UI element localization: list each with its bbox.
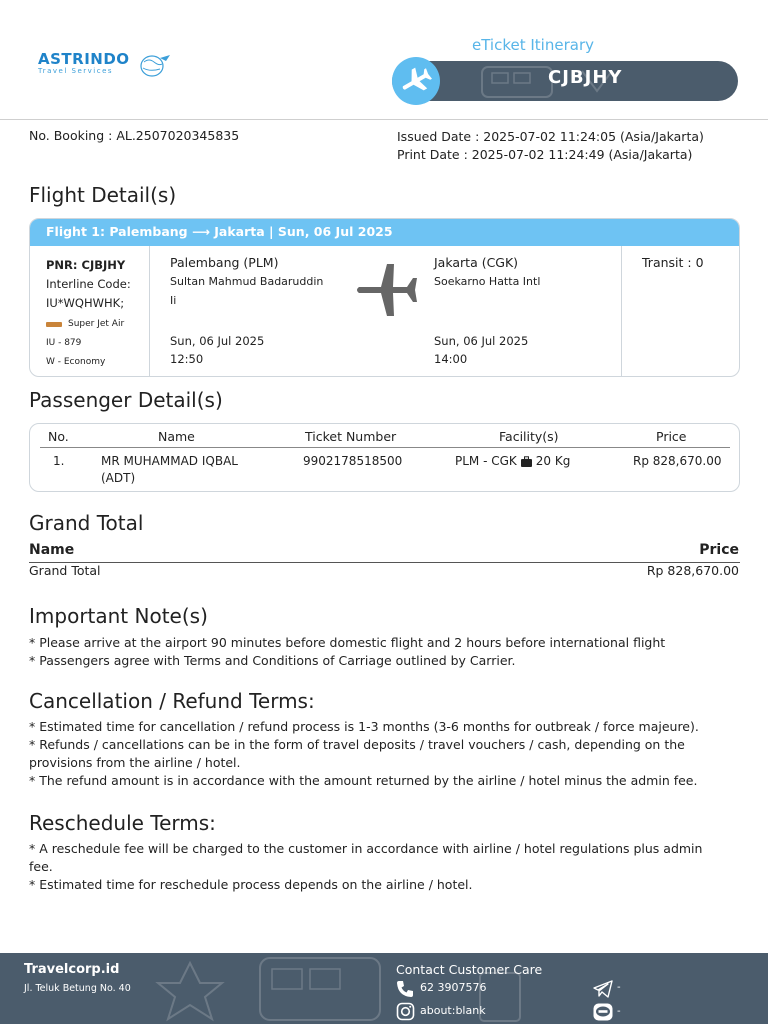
col-no: No.	[48, 429, 69, 444]
pax-name-line-1: MR MUHAMMAD IQBAL	[101, 454, 238, 468]
cancellation-title: Cancellation / Refund Terms:	[29, 689, 315, 713]
destination-city: Jakarta (CGK)	[434, 255, 519, 270]
origin-date: Sun, 06 Jul 2025	[170, 334, 265, 348]
document-title: eTicket Itinerary	[472, 36, 594, 54]
flight-card	[29, 218, 740, 377]
airline	[46, 315, 149, 334]
col-ticket: Ticket Number	[305, 429, 397, 444]
page-footer	[0, 953, 768, 1024]
plane-badge	[392, 57, 440, 105]
origin-time: 12:50	[170, 352, 204, 366]
reschedule-title: Reschedule Terms:	[29, 811, 216, 835]
line-value: -	[617, 1006, 621, 1017]
note-line: * Passengers agree with Terms and Conditions of Carriage outlined by Carrier.	[29, 653, 516, 668]
cancellation-line: * Estimated time for cancellation / refund process is 1-3 months (3-6 months for outbreak / force majeure).	[29, 719, 699, 734]
destination-date: Sun, 06 Jul 2025	[434, 334, 529, 348]
destination-datetime	[434, 332, 528, 368]
notes-title: Important Note(s)	[29, 604, 208, 628]
origin-city: Palembang (PLM)	[170, 255, 279, 270]
footer-address: Jl. Teluk Betung No. 40	[24, 983, 131, 994]
footer-brand: Travelcorp.id	[24, 962, 120, 977]
logo-name: ASTRINDO	[38, 50, 130, 68]
gt-col-price: Price	[699, 542, 739, 558]
origin-airport-line-2: Ii	[170, 294, 177, 307]
reschedule-list	[29, 840, 729, 894]
cancellation-line: * The refund amount is in accordance with the amount returned by the airline / hotel minus the admin fee.	[29, 773, 698, 788]
pax-route: PLM - CGK	[455, 454, 517, 468]
pax-no: 1.	[53, 454, 65, 468]
page-header	[0, 0, 768, 120]
airplane-icon	[355, 258, 423, 322]
col-name: Name	[158, 429, 195, 444]
logo-tagline: Travel Services	[38, 67, 114, 75]
note-line: * Please arrive at the airport 90 minutes before domestic flight and 2 hours before international flight	[29, 635, 666, 650]
destination-time: 14:00	[434, 352, 468, 366]
pax-price: Rp 828,670.00	[633, 454, 722, 468]
transit-info: Transit : 0	[642, 255, 704, 270]
contact-phone[interactable]: 62 3907576	[420, 981, 487, 994]
booking-code: CJBJHY	[548, 67, 623, 88]
print-date: Print Date : 2025-07-02 11:24:49 (Asia/Jakarta)	[397, 147, 693, 162]
booking-number: No. Booking : AL.2507020345835	[29, 128, 240, 143]
line-icon	[593, 1003, 613, 1021]
globe-icon	[136, 52, 172, 78]
airplane-icon	[392, 57, 440, 105]
airline-logo-icon	[46, 322, 62, 327]
gt-row-label: Grand Total	[29, 563, 101, 578]
reschedule-line: * A reschedule fee will be charged to the customer in accordance with airline / hotel regulations plus admin fee.	[29, 841, 703, 874]
cancellation-line: * Refunds / cancellations can be in the form of travel deposits / travel vouchers / cash, depending on the provisions from the airline / hotel.	[29, 737, 685, 770]
flight-section-title: Flight Detail(s)	[29, 183, 177, 207]
gt-row-value: Rp 828,670.00	[646, 563, 739, 578]
baggage-icon	[520, 456, 533, 468]
phone-icon	[395, 979, 415, 999]
flight-pnr-column	[30, 246, 149, 377]
pax-type: (ADT)	[101, 471, 136, 485]
booking-dates	[397, 128, 704, 164]
airline-name: Super Jet Air	[68, 319, 125, 329]
flight-header: Flight 1: Palembang ⟶ Jakarta | Sun, 06 Jul 2025	[30, 219, 739, 246]
issued-date: Issued Date : 2025-07-02 11:24:05 (Asia/Jakarta)	[397, 129, 704, 144]
company-logo	[38, 50, 130, 75]
origin-airport	[170, 272, 323, 310]
notes-list	[29, 634, 744, 670]
cancellation-list	[29, 718, 744, 790]
contact-title: Contact Customer Care	[396, 962, 543, 977]
pax-ticket: 9902178518500	[303, 454, 403, 468]
gt-col-name: Name	[29, 542, 75, 558]
interline-label: Interline Code:	[46, 277, 131, 291]
col-facility: Facility(s)	[499, 429, 559, 444]
passenger-section-title: Passenger Detail(s)	[29, 388, 223, 412]
origin-airport-line-1: Sultan Mahmud Badaruddin	[170, 275, 324, 288]
grand-total-title: Grand Total	[29, 511, 144, 535]
pax-name	[101, 453, 238, 487]
pax-facility	[455, 453, 570, 470]
contact-website[interactable]: about:blank	[420, 1004, 486, 1017]
instagram-icon	[396, 1002, 415, 1021]
flight-number: IU - 879	[46, 338, 82, 348]
interline-code: IU*WQHWHK;	[46, 296, 125, 310]
telegram-value: -	[617, 982, 621, 993]
cabin-class: W - Economy	[46, 357, 106, 367]
table-divider	[40, 447, 730, 448]
telegram-icon	[593, 980, 613, 998]
pnr: PNR: CJBJHY	[46, 258, 126, 272]
gt-divider	[29, 562, 740, 563]
passenger-table	[29, 423, 740, 492]
pax-baggage: 20 Kg	[535, 454, 571, 468]
destination-airport: Soekarno Hatta Intl	[434, 275, 541, 288]
flight-route-column	[149, 246, 622, 377]
reschedule-line: * Estimated time for reschedule process depends on the airline / hotel.	[29, 877, 473, 892]
origin-datetime	[170, 332, 264, 368]
col-price: Price	[656, 429, 687, 444]
